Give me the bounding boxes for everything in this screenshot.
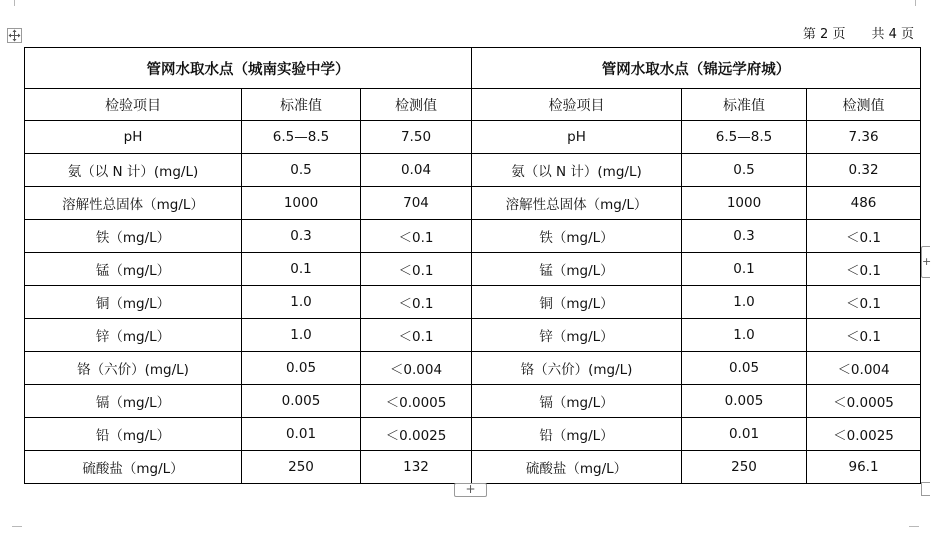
measured-cell: ＜0.004 [361, 352, 472, 385]
standard-cell: 1.0 [682, 286, 807, 319]
table-row [25, 418, 921, 451]
item-cell: 溶解性总固体（mg/L） [472, 187, 682, 220]
measured-cell: ＜0.004 [807, 352, 921, 385]
standard-cell: 1.0 [682, 319, 807, 352]
item-cell: 铬（六价）(mg/L) [25, 352, 242, 385]
item-cell: 硫酸盐（mg/L） [472, 451, 682, 484]
measured-cell: ＜0.1 [807, 253, 921, 286]
standard-cell: 0.5 [682, 154, 807, 187]
standard-cell: 0.005 [682, 385, 807, 418]
site-title-1: 管网水取水点（城南实验中学） [25, 48, 472, 89]
standard-cell: 1.0 [242, 319, 361, 352]
item-cell: 锰（mg/L） [25, 253, 242, 286]
measured-cell: ＜0.1 [361, 286, 472, 319]
standard-cell: 0.005 [242, 385, 361, 418]
item-cell: 镉（mg/L） [25, 385, 242, 418]
item-cell: 硫酸盐（mg/L） [25, 451, 242, 484]
standard-cell: 0.01 [682, 418, 807, 451]
item-cell: 铅（mg/L） [25, 418, 242, 451]
standard-cell: 1.0 [242, 286, 361, 319]
water-quality-table [24, 47, 921, 484]
table-row [25, 253, 921, 286]
standard-cell: 0.05 [242, 352, 361, 385]
measured-cell: ＜0.1 [361, 253, 472, 286]
measured-cell: 486 [807, 187, 921, 220]
header-measured: 检测值 [361, 89, 472, 121]
measured-cell: 0.04 [361, 154, 472, 187]
standard-cell: 0.05 [682, 352, 807, 385]
site-title-2: 管网水取水点（锦远学府城） [472, 48, 921, 89]
page-corner-mark [12, 526, 22, 535]
item-cell: 溶解性总固体（mg/L） [25, 187, 242, 220]
measured-cell: ＜0.1 [807, 319, 921, 352]
measured-cell: ＜0.1 [807, 220, 921, 253]
page-corner-mark [14, 0, 23, 6]
column-header-row [25, 89, 921, 121]
total-pages: 共 4 页 [871, 27, 914, 42]
standard-cell: 250 [242, 451, 361, 484]
table-row [25, 352, 921, 385]
standard-cell: 0.1 [242, 253, 361, 286]
standard-cell: 6.5—8.5 [242, 121, 361, 154]
item-cell: 铁（mg/L） [25, 220, 242, 253]
item-cell: 氨（以 N 计）(mg/L) [25, 154, 242, 187]
header-measured: 检测值 [807, 89, 921, 121]
table-row [25, 451, 921, 484]
header-standard: 标准值 [682, 89, 807, 121]
header-standard: 标准值 [242, 89, 361, 121]
measured-cell: ＜0.0025 [807, 418, 921, 451]
measured-cell: ＜0.1 [361, 319, 472, 352]
item-cell: 锌（mg/L） [25, 319, 242, 352]
table-resize-handle[interactable] [921, 482, 930, 496]
item-cell: pH [25, 121, 242, 154]
standard-cell: 0.01 [242, 418, 361, 451]
header-item: 检验项目 [472, 89, 682, 121]
table-row [25, 385, 921, 418]
standard-cell: 0.3 [242, 220, 361, 253]
table-move-handle[interactable] [7, 28, 22, 43]
item-cell: pH [472, 121, 682, 154]
item-cell: 镉（mg/L） [472, 385, 682, 418]
table-row [25, 154, 921, 187]
standard-cell: 0.5 [242, 154, 361, 187]
table-row [25, 187, 921, 220]
measured-cell: ＜0.1 [361, 220, 472, 253]
item-cell: 铬（六价）(mg/L) [472, 352, 682, 385]
item-cell: 锰（mg/L） [472, 253, 682, 286]
standard-cell: 1000 [242, 187, 361, 220]
current-page: 第 2 页 [802, 27, 846, 42]
measured-cell: ＜0.0005 [361, 385, 472, 418]
standard-cell: 1000 [682, 187, 807, 220]
item-cell: 铜（mg/L） [25, 286, 242, 319]
table-row [25, 319, 921, 352]
standard-cell: 250 [682, 451, 807, 484]
add-row-button[interactable]: + [454, 483, 487, 497]
standard-cell: 0.3 [682, 220, 807, 253]
measured-cell: ＜0.1 [807, 286, 921, 319]
measured-cell: 704 [361, 187, 472, 220]
site-title-row [25, 48, 921, 89]
measured-cell: 0.32 [807, 154, 921, 187]
table-row [25, 220, 921, 253]
page-corner-mark [909, 526, 919, 535]
measured-cell: ＜0.0005 [807, 385, 921, 418]
item-cell: 氨（以 N 计）(mg/L) [472, 154, 682, 187]
table-row [25, 121, 921, 154]
item-cell: 铁（mg/L） [472, 220, 682, 253]
standard-cell: 0.1 [682, 253, 807, 286]
standard-cell: 6.5—8.5 [682, 121, 807, 154]
add-column-button[interactable]: + [921, 246, 930, 278]
measured-cell: 132 [361, 451, 472, 484]
measured-cell: 7.50 [361, 121, 472, 154]
measured-cell: ＜0.0025 [361, 418, 472, 451]
measured-cell: 7.36 [807, 121, 921, 154]
table-row [25, 286, 921, 319]
measured-cell: 96.1 [807, 451, 921, 484]
item-cell: 铜（mg/L） [472, 286, 682, 319]
item-cell: 锌（mg/L） [472, 319, 682, 352]
item-cell: 铅（mg/L） [472, 418, 682, 451]
header-item: 检验项目 [25, 89, 242, 121]
page-number-info [803, 23, 914, 42]
page-corner-mark [915, 0, 924, 6]
move-arrows-icon [8, 29, 21, 42]
